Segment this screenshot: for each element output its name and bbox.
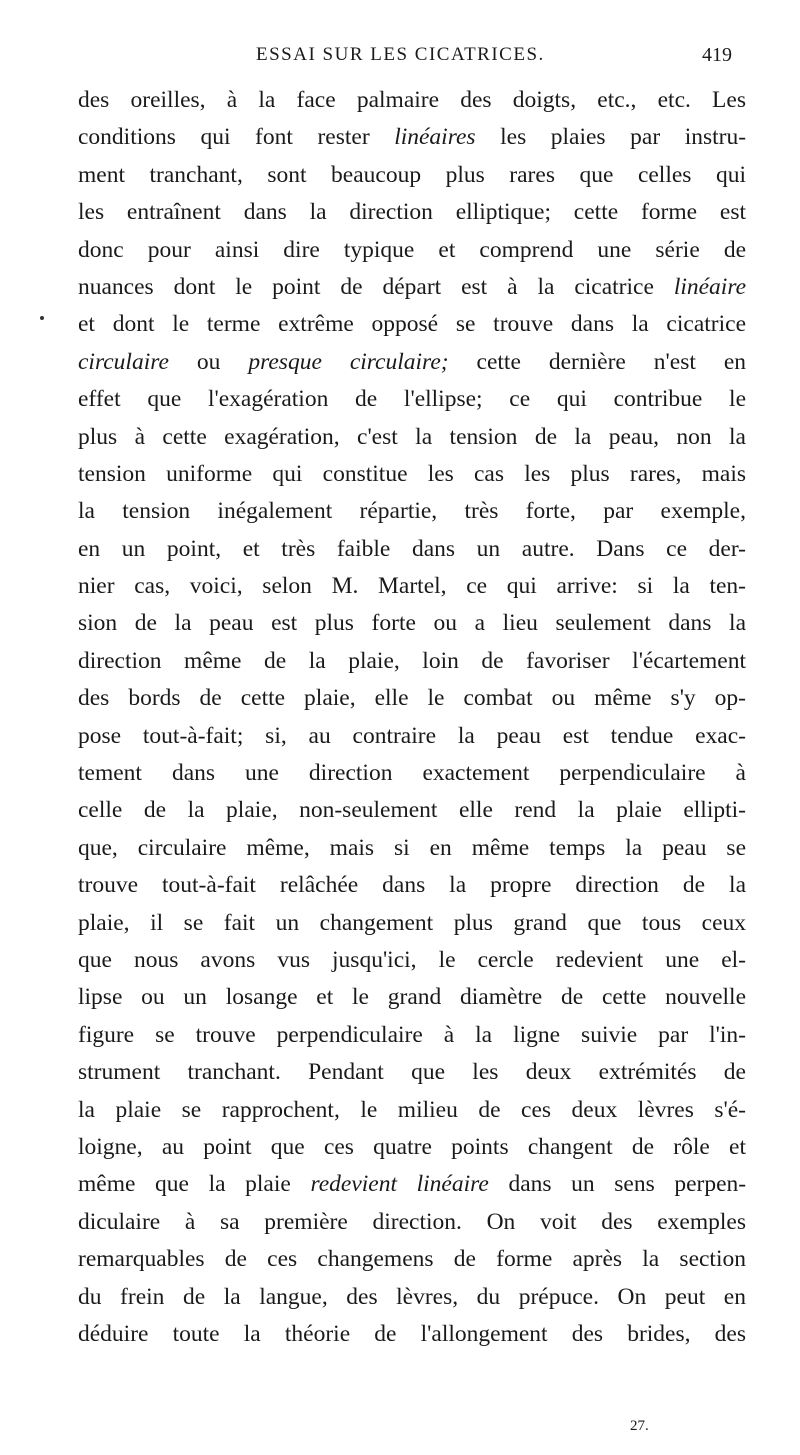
text-line: pose tout-à-fait; si, au contraire la peau est tendue exac- (78, 722, 746, 749)
text-line: tement dans une direction exactement perpendiculaire à (78, 760, 746, 787)
text-line: plus à cette exagération, c'est la tension de la peau, non la (78, 423, 746, 450)
text-line: nier cas, voici, selon M. Martel, ce qui arrive: si la ten- (78, 573, 746, 600)
text-line: lipse ou un losange et le grand diamètre de cette nouvelle (78, 984, 746, 1011)
text-line: ment tranchant, sont beaucoup plus rares que celles qui (78, 161, 746, 188)
text-line: la plaie se rapprochent, le milieu de ces deux lèvres s'é- (78, 1096, 746, 1123)
text-line: direction même de la plaie, loin de favoriser l'écartement (78, 647, 746, 674)
text-line: effet que l'exagération de l'ellipse; ce qui contribue le (78, 386, 746, 413)
text-line: trouve tout-à-fait relâchée dans la propre direction de la (78, 872, 746, 899)
text-line: que, circulaire même, mais si en même temps la peau se (78, 834, 746, 861)
text-line: sion de la peau est plus forte ou a lieu seulement dans la (78, 610, 746, 637)
margin-mark (40, 316, 44, 320)
text-line: figure se trouve perpendiculaire à la ligne suivie par l'in- (78, 1021, 746, 1048)
text-line: même que la plaie redevient linéaire dans un sens perpen- (78, 1171, 747, 1198)
text-line: des bords de cette plaie, elle le combat ou même s'y op- (78, 685, 746, 712)
text-line: donc pour ainsi dire typique et comprend une série de (78, 236, 746, 263)
text-line: celle de la plaie, non-seulement elle rend la plaie ellipti- (78, 797, 746, 824)
text-line: déduire toute la théorie de l'allongement des brides, des (78, 1320, 746, 1347)
text-line: les entraînent dans la direction elliptique; cette forme est (78, 199, 746, 226)
text-line: que nous avons vus jusqu'ici, le cercle redevient une el- (78, 946, 746, 973)
text-line: des oreilles, à la face palmaire des doigts, etc., etc. Les (78, 87, 746, 113)
signature-mark: 27. (630, 1418, 649, 1434)
text-line: nuances dont le point de départ est à la cicatrice linéaire (78, 273, 747, 300)
text-line: conditions qui font rester linéaires les plaies par instru- (78, 124, 747, 151)
text-line: loigne, au point que ces quatre points changent de rôle et (78, 1133, 746, 1160)
body-text (78, 82, 746, 1353)
text-line: circulaire ou presque circulaire; cette dernière n'est en (78, 348, 747, 375)
running-title: ESSAI SUR LES CICATRICES. (256, 44, 545, 65)
text-line: la tension inégalement répartie, très forte, par exemple, (78, 498, 746, 525)
text-line: plaie, il se fait un changement plus grand que tous ceux (78, 909, 746, 936)
text-line: remarquables de ces changemens de forme après la section (78, 1246, 746, 1273)
text-line: tension uniforme qui constitue les cas les plus rares, mais (78, 460, 746, 487)
text-line: et dont le terme extrême opposé se trouve dans la cicatrice (78, 311, 746, 338)
text-line: du frein de la langue, des lèvres, du prépuce. On peut en (78, 1283, 746, 1310)
text-line: strument tranchant. Pendant que les deux extrémités de (78, 1059, 746, 1086)
text-line: diculaire à sa première direction. On voit des exemples (78, 1208, 746, 1235)
text-line: en un point, et très faible dans un autre. Dans ce der- (78, 535, 746, 562)
page-number: 419 (702, 44, 732, 66)
